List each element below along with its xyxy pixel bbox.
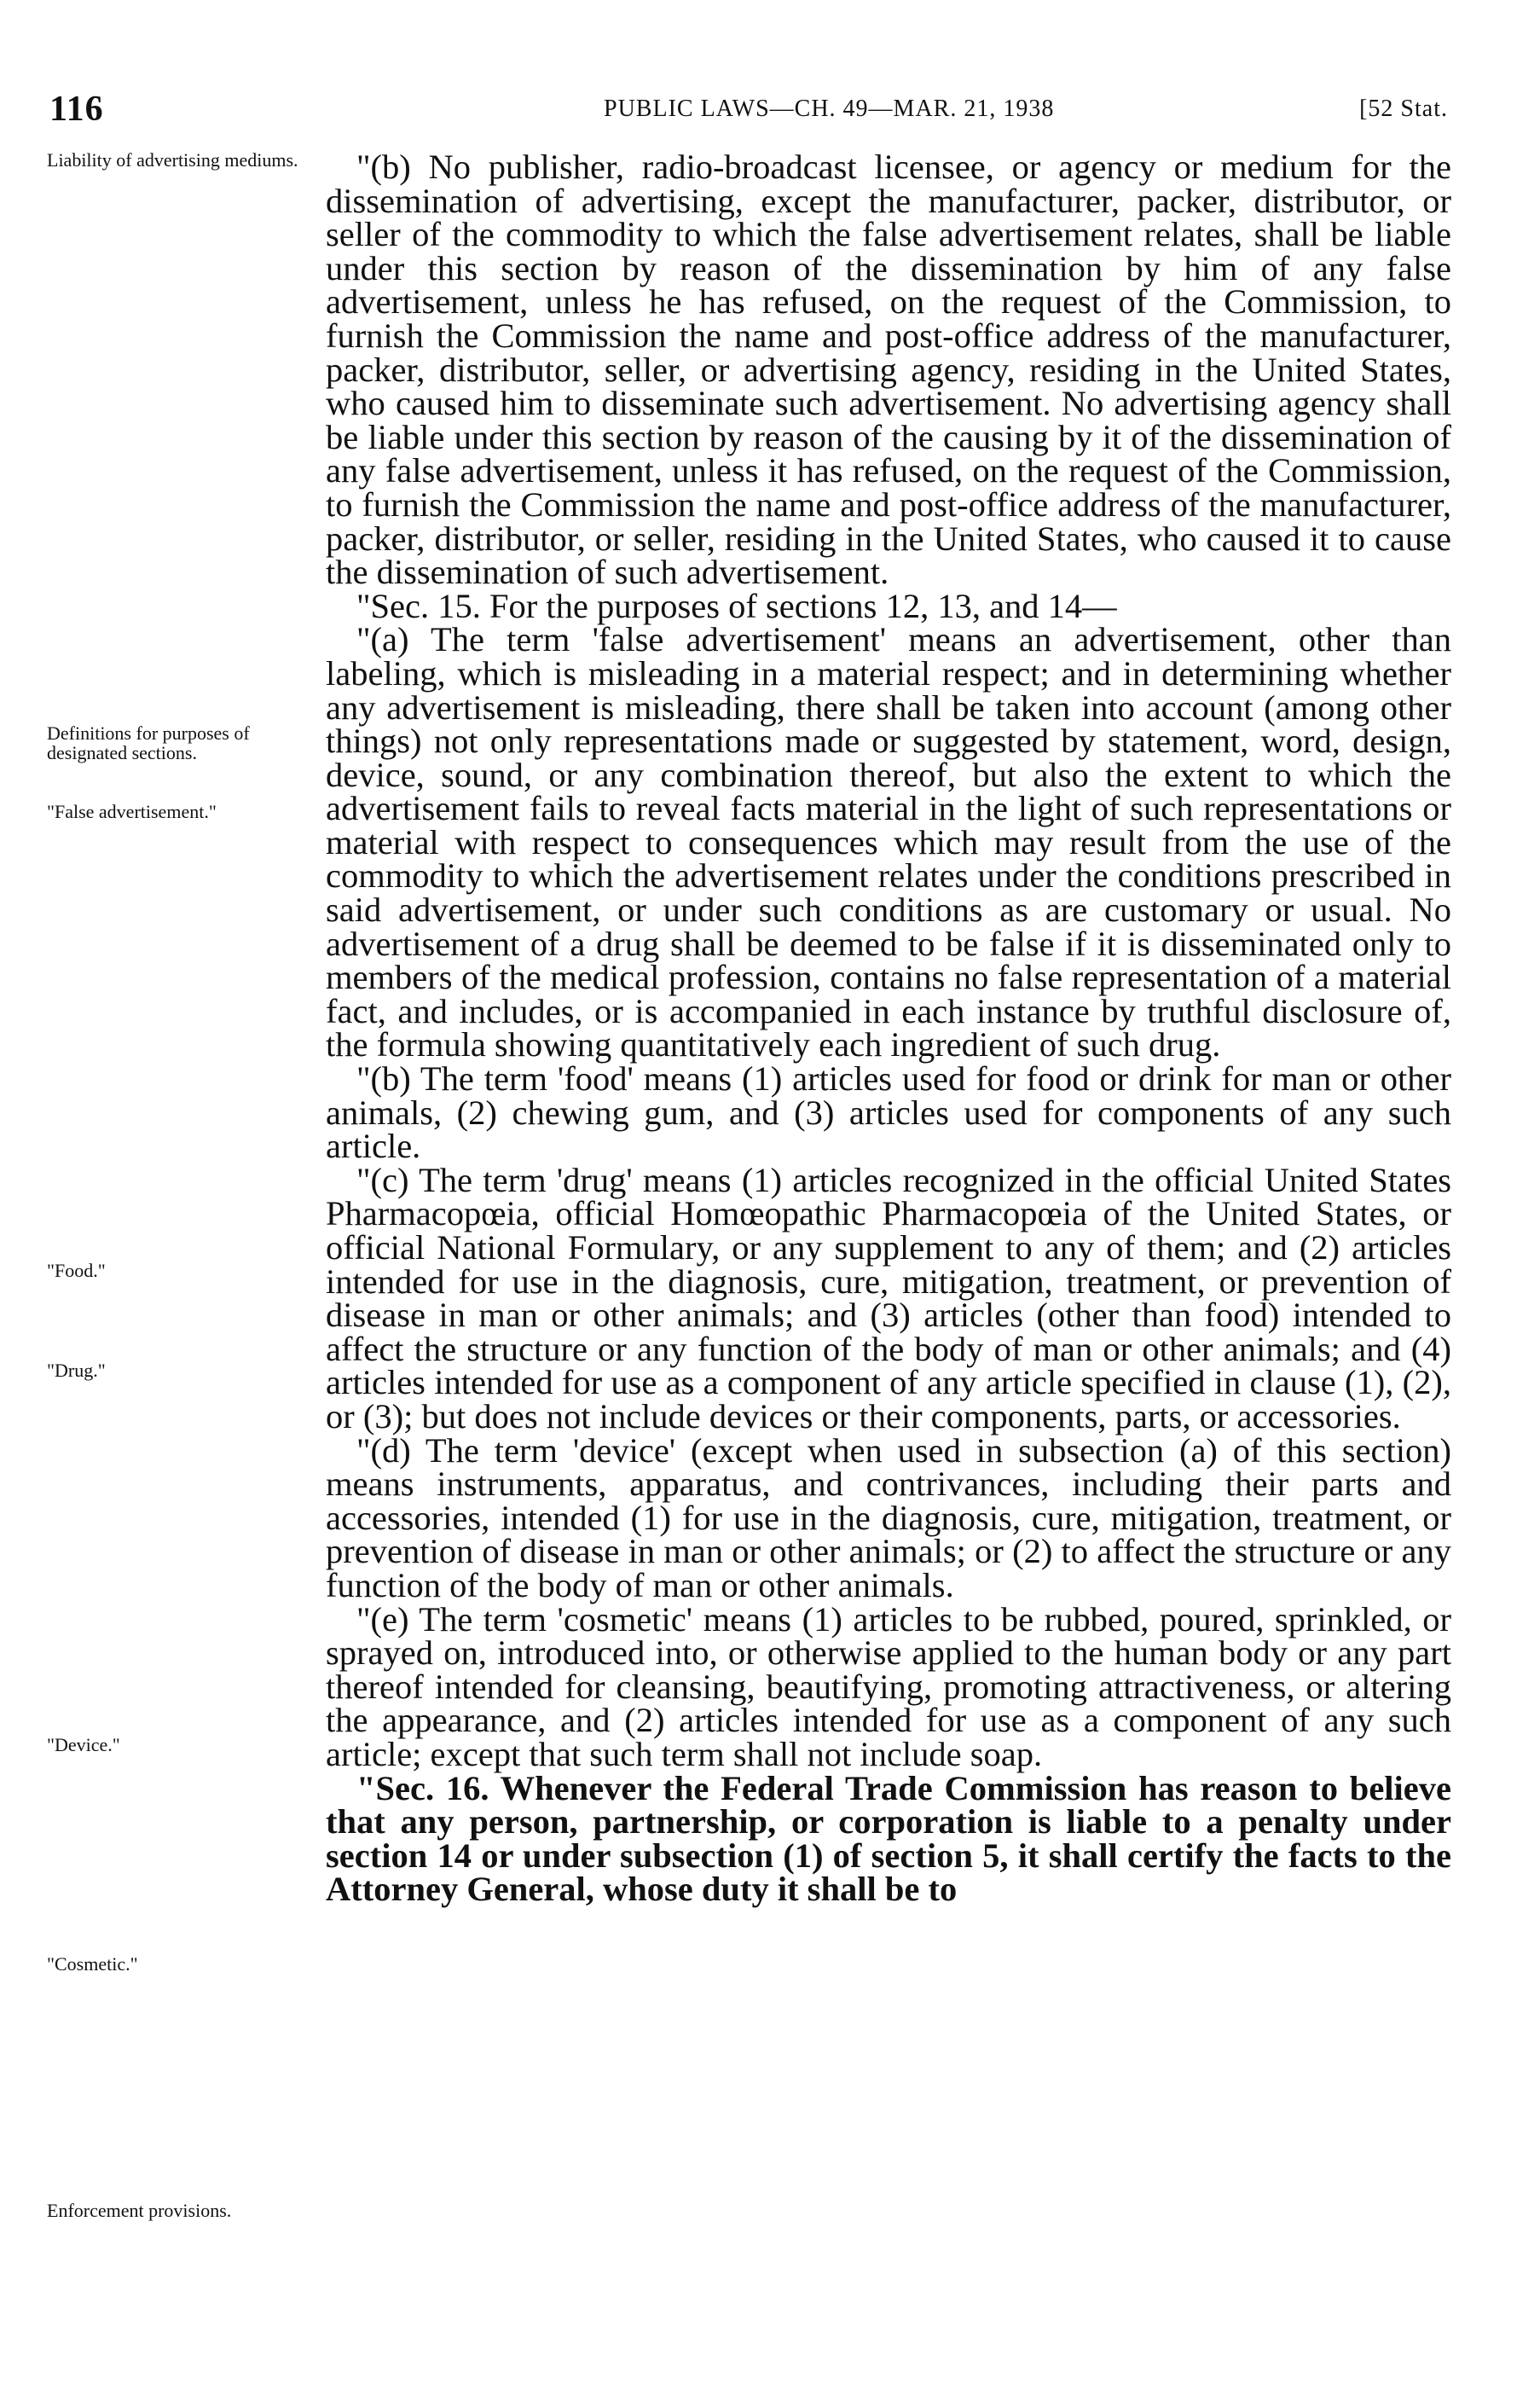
paragraph-section-16: "Sec. 16. Whenever the Federal Trade Commission has reason to believe that any person, partnership, or corporation is liable to a penalty under section 14 or under subsection (1) of section 5, it shall certify the facts to the Attorney General, whose duty it shall be to [326,1768,1451,1909]
running-title: PUBLIC LAWS—CH. 49—MAR. 21, 1938 [604,96,1055,122]
paragraph-drug: "(c) The term 'drug' means (1) articles recognized in the official United States Pharmacopœia, official Homœopathic Pharmacopœia of the United States, or official National Formulary, or any supplement to any of them; and (2) articles intended for use in the diagnosis, cure, mitigation, treatment, or prevention of disease in man or other animals; and (3) articles (other than food) intended to affect the structure or any function of the body of man or other animals; and (4) articles intended for use as a component of any article specified in clause (1), (2), or (3); but does not include devices or their components, parts, or accessories. [326,1160,1451,1436]
paragraph-false-advertisement: "(a) The term 'false advertisement' means an advertisement, other than labeling, which is misleading in a material respect; and in determining whether any advertisement is misleading, there shall be taken into account (among other things) not only representations made or suggested by statement, word, design, device, sound, or any combination thereof, but also the extent to which the advertisement fails to reveal facts material in the light of such representations or material with respect to consequences which may result from the use of the commodity to which the advertisement relates under the conditions prescribed in said advertisement, or under such conditions as are customary or usual. No advertisement of a drug shall be deemed to be false if it is disseminated only to members of the medical profession, contains no false representation of a material fact, and includes, or is accompanied in each instance by truthful disclosure of, the formula showing quantitatively each ingredient of such drug. [326,620,1451,1064]
body-text [326,148,1451,1909]
margin-note-food: "Food." [47,1260,106,1281]
margin-note-drug: "Drug." [47,1360,106,1381]
margin-note-liability: Liability of advertising mediums. [47,149,298,171]
page-header [49,89,1448,129]
margin-note-definitions: Definitions for purposes of designated sections. [47,722,250,763]
paragraph-advertising-mediums: "(b) No publisher, radio-broadcast licensee, or agency or medium for the dissemination of advertising, except the manufacturer, packer, distributor, or seller of the commodity to which the false advertisement relates, shall be liable under this section by reason of the dissemination by him of any false advertisement, unless he has refused, on the request of the Commission, to furnish the Commission the name and post-office address of the manufacturer, packer, distributor, seller, or advertising agency, residing in the United States, who caused him to disseminate such advertisement. No advertising agency shall be liable under this section by reason of the causing by it of the dissemination of any false advertisement, unless it has refused, on the request of the Commission, to furnish the Commission the name and post-office address of the manufacturer, packer, distributor, or seller, residing in the United States, who caused it to cause the dissemination of such advertisement. [326,148,1451,592]
paragraph-food: "(b) The term 'food' means (1) articles used for food or drink for man or other animals, (2) chewing gum, and (3) articles used for components of any such article. [326,1059,1451,1166]
paragraph-cosmetic: "(e) The term 'cosmetic' means (1) articles to be rubbed, poured, sprinkled, or sprayed on, introduced into, or otherwise applied to the human body or any part thereof intended for cleansing, beautifying, promoting attractiveness, or altering the appearance, and (2) articles intended for use as a component of any such article; except that such term shall not include soap. [326,1599,1451,1773]
volume-reference: [52 Stat. [1359,96,1448,122]
page-number: 116 [49,90,104,129]
margin-note-cosmetic: "Cosmetic." [47,1953,138,1975]
margin-note-enforcement: Enforcement provisions. [47,2200,232,2221]
margin-note-false-advertisement: "False advertisement." [47,801,217,822]
paragraph-section-15: "Sec. 15. For the purposes of sections 12, 13, and 14— [356,586,1117,625]
paragraph-device: "(d) The term 'device' (except when used in subsection (a) of this section) means instruments, apparatus, and contrivances, including their parts and accessories, intended (1) for use in the diagnosis, cure, mitigation, treatment, or prevention of disease in man or other animals; or (2) to affect the structure or any function of the body of man or other animals. [326,1430,1451,1604]
margin-note-device: "Device." [47,1734,120,1755]
